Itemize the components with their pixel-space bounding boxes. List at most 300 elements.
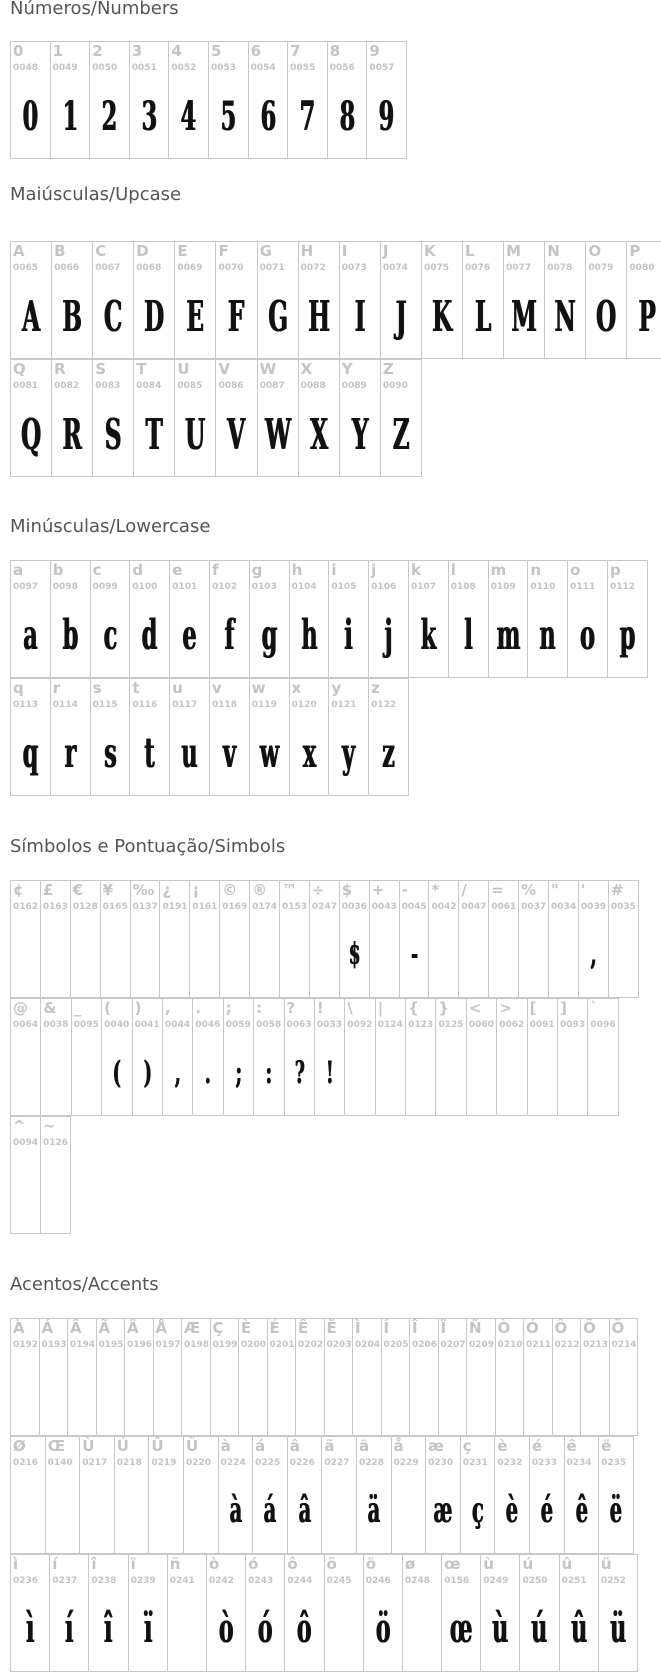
glyph-preview xyxy=(388,1363,403,1423)
glyph-char-label: z xyxy=(371,679,380,697)
glyph-cell xyxy=(340,241,381,359)
glyph-cell xyxy=(608,560,648,678)
glyph-cell xyxy=(497,998,527,1116)
glyph-code-label: 0122 xyxy=(371,700,397,710)
glyph-code-label: 0244 xyxy=(287,1576,313,1586)
glyph-preview: . xyxy=(205,1054,211,1091)
glyph-char-label: ê xyxy=(566,1437,577,1455)
glyph-char-label: | xyxy=(377,999,384,1017)
glyph-cell xyxy=(89,1554,128,1672)
glyph-char-label: P xyxy=(629,242,641,260)
glyph-cell xyxy=(369,678,409,796)
glyph-code-label: 0049 xyxy=(52,63,78,73)
glyph-preview: v xyxy=(222,728,236,777)
glyph-code-label: 0169 xyxy=(222,902,248,912)
glyph-code-label: 0096 xyxy=(590,1020,616,1030)
glyph-code-label: 0036 xyxy=(341,902,367,912)
glyph-code-label: 0201 xyxy=(269,1340,295,1350)
glyph-preview: è xyxy=(505,1490,519,1532)
glyph-code-label: 0083 xyxy=(95,381,121,391)
glyph-char-label: ö xyxy=(365,1555,376,1573)
glyph-char-label: Z xyxy=(382,360,394,378)
glyph-preview: ? xyxy=(294,1054,305,1091)
glyph-code-label: 0054 xyxy=(250,63,276,73)
glyph-preview xyxy=(330,1481,348,1541)
glyph-preview: n xyxy=(539,610,556,659)
glyph-char-label: í xyxy=(52,1555,58,1573)
glyph-preview: â xyxy=(298,1490,311,1532)
glyph-code-label: 0217 xyxy=(82,1458,108,1468)
glyph-cell xyxy=(370,880,400,998)
glyph-char-label: £ xyxy=(42,881,54,899)
glyph-cell xyxy=(175,359,216,477)
glyph-cell xyxy=(131,880,161,998)
glyph-cell xyxy=(382,1318,411,1436)
glyph-code-label: 0128 xyxy=(72,902,98,912)
glyph-cell xyxy=(258,241,299,359)
glyph-preview: 0 xyxy=(22,91,39,140)
glyph-preview xyxy=(131,1363,146,1423)
glyph-cell xyxy=(528,560,568,678)
glyph-code-label: 0236 xyxy=(13,1576,39,1586)
glyph-char-label: : xyxy=(256,999,263,1017)
glyph-code-label: 0114 xyxy=(52,700,78,710)
glyph-preview xyxy=(176,1599,197,1659)
glyph-code-label: 0213 xyxy=(583,1340,609,1350)
glyph-char-label: 3 xyxy=(131,42,143,60)
glyph-cell xyxy=(381,241,422,359)
glyph-code-label: 0085 xyxy=(177,381,203,391)
glyph-code-label: 0039 xyxy=(580,902,606,912)
glyph-cell xyxy=(627,241,661,359)
glyph-preview: ó xyxy=(257,1604,273,1652)
glyph-cell xyxy=(322,1436,357,1554)
glyph-cell xyxy=(558,998,588,1116)
glyph-code-label: 0070 xyxy=(218,263,244,273)
glyph-char-label: 1 xyxy=(52,42,64,60)
glyph-code-label: 0046 xyxy=(195,1020,221,1030)
glyph-char-label: Ç xyxy=(212,1319,224,1337)
glyph-cell xyxy=(288,1436,323,1554)
glyph-char-label: é xyxy=(531,1437,543,1455)
glyph-char-label: Í xyxy=(383,1319,390,1337)
glyph-code-label: 0226 xyxy=(289,1458,315,1468)
glyph-char-label: á xyxy=(255,1437,266,1455)
glyph-preview xyxy=(473,1363,488,1423)
glyph-char-label: î xyxy=(91,1555,97,1573)
glyph-code-label: 0050 xyxy=(92,63,118,73)
glyph-cell xyxy=(209,41,249,159)
glyph-code-label: 0056 xyxy=(329,63,355,73)
glyph-cell xyxy=(101,880,131,998)
glyph-preview xyxy=(352,1043,368,1103)
glyph-cell xyxy=(11,678,51,796)
glyph-char-label: \ xyxy=(347,999,353,1017)
glyph-cell xyxy=(610,1318,639,1436)
glyph-code-label: 0243 xyxy=(248,1576,274,1586)
glyph-char-label: 2 xyxy=(92,42,103,60)
glyph-code-label: 0062 xyxy=(499,1020,525,1030)
glyph-char-label: $ xyxy=(341,881,353,899)
section-title-lowercase: Minúsculas/Lowercase xyxy=(10,516,211,537)
glyph-cell xyxy=(41,998,71,1116)
glyph-preview: ò xyxy=(218,1604,234,1652)
glyph-code-label: 0071 xyxy=(259,263,285,273)
glyph-preview xyxy=(137,925,153,985)
glyph-code-label: 0101 xyxy=(172,582,198,592)
glyph-code-label: 0198 xyxy=(184,1340,210,1350)
glyph-code-label: 0040 xyxy=(104,1020,130,1030)
glyph-code-label: 0228 xyxy=(358,1458,384,1468)
glyph-code-label: 0058 xyxy=(256,1020,282,1030)
glyph-preview xyxy=(436,925,452,985)
glyph-cell xyxy=(91,678,131,796)
glyph-char-label: b xyxy=(52,561,64,579)
glyph-cell xyxy=(130,560,170,678)
glyph-cell xyxy=(325,1554,364,1672)
glyph-preview: û xyxy=(570,1604,587,1652)
glyph-char-label: 0 xyxy=(13,42,24,60)
glyph-preview xyxy=(167,925,183,985)
glyph-char-label: ë xyxy=(601,1437,612,1455)
glyph-preview xyxy=(157,1481,175,1541)
glyph-cell xyxy=(216,241,257,359)
glyph-cell xyxy=(299,359,340,477)
glyph-cell xyxy=(239,1318,268,1436)
glyph-char-label: p xyxy=(609,561,621,579)
glyph-preview xyxy=(103,1363,118,1423)
glyph-char-label: Ü xyxy=(185,1437,199,1455)
glyph-preview: 1 xyxy=(62,91,78,140)
glyph-preview xyxy=(245,1363,260,1423)
glyph-preview xyxy=(556,925,572,985)
glyph-char-label: ‰ xyxy=(132,881,155,899)
glyph-grid-upcase-row-2 xyxy=(10,359,422,477)
glyph-preview: X xyxy=(309,408,328,459)
glyph-char-label: ` xyxy=(590,999,598,1017)
glyph-char-label: o xyxy=(570,561,581,579)
glyph-char-label: ã xyxy=(324,1437,335,1455)
glyph-char-label: E xyxy=(177,242,188,260)
section-title-symbols: Símbolos e Pontuação/Simbols xyxy=(10,836,286,857)
glyph-preview xyxy=(192,1481,210,1541)
glyph-char-label: ¡ xyxy=(192,881,200,899)
glyph-code-label: 0203 xyxy=(326,1340,352,1350)
glyph-char-label: / xyxy=(461,881,467,899)
glyph-cell xyxy=(115,1436,150,1554)
glyph-cell xyxy=(285,1554,324,1672)
glyph-char-label: @ xyxy=(13,999,28,1017)
glyph-preview: T xyxy=(145,408,163,459)
glyph-code-label: 0110 xyxy=(530,582,556,592)
glyph-code-label: 0224 xyxy=(220,1458,246,1468)
glyph-preview xyxy=(595,1043,611,1103)
glyph-cell xyxy=(296,1318,325,1436)
glyph-code-label: 0041 xyxy=(134,1020,160,1030)
glyph-char-label: w xyxy=(251,679,266,697)
glyph-cell xyxy=(422,241,463,359)
glyph-preview xyxy=(88,1481,106,1541)
glyph-code-label: 0238 xyxy=(91,1576,117,1586)
glyph-preview: æ xyxy=(433,1490,453,1532)
glyph-cell xyxy=(489,880,519,998)
glyph-preview: 3 xyxy=(141,91,157,140)
glyph-code-label: 0251 xyxy=(561,1576,587,1586)
glyph-cell xyxy=(154,1318,183,1436)
glyph-code-label: 0126 xyxy=(43,1138,69,1148)
glyph-preview xyxy=(316,925,332,985)
glyph-code-label: 0225 xyxy=(255,1458,281,1468)
glyph-cell xyxy=(246,1554,285,1672)
glyph-code-label: 0037 xyxy=(521,902,547,912)
glyph-char-label: Y xyxy=(341,360,353,378)
glyph-preview: 8 xyxy=(339,91,355,140)
glyph-grid-lowercase-row-1 xyxy=(10,560,648,678)
glyph-char-label: € xyxy=(72,881,84,899)
glyph-code-label: 0076 xyxy=(465,263,491,273)
glyph-cell xyxy=(160,880,190,998)
glyph-cell xyxy=(528,998,558,1116)
glyph-cell xyxy=(353,1318,382,1436)
glyph-char-label: ¥ xyxy=(102,881,114,899)
glyph-cell xyxy=(406,998,436,1116)
glyph-preview: á xyxy=(263,1490,277,1532)
glyph-cell xyxy=(11,880,41,998)
glyph-grid-lowercase-row-2 xyxy=(10,678,409,796)
glyph-preview: ( xyxy=(112,1054,121,1091)
glyph-preview: ; xyxy=(235,1054,242,1091)
glyph-preview: S xyxy=(104,408,122,459)
glyph-char-label: 5 xyxy=(210,42,222,60)
glyph-cell xyxy=(310,880,340,998)
glyph-cell xyxy=(459,880,489,998)
glyph-char-label: õ xyxy=(326,1555,337,1573)
glyph-char-label: Ì xyxy=(355,1319,361,1337)
glyph-preview: d xyxy=(141,610,158,659)
glyph-code-label: 0252 xyxy=(600,1576,626,1586)
glyph-char-label: y xyxy=(331,679,342,697)
glyph-cell xyxy=(211,1318,240,1436)
glyph-cell xyxy=(530,1436,565,1554)
glyph-preview: ï xyxy=(143,1604,152,1652)
glyph-cell xyxy=(130,41,170,159)
glyph-cell xyxy=(599,1436,634,1554)
glyph-cell xyxy=(11,359,52,477)
glyph-char-label: T xyxy=(136,360,147,378)
glyph-preview: x xyxy=(302,728,316,777)
glyph-preview xyxy=(19,1481,37,1541)
glyph-preview: H xyxy=(307,290,330,341)
glyph-char-label: t xyxy=(132,679,140,697)
glyph-preview: ö xyxy=(375,1604,391,1652)
glyph-preview: 7 xyxy=(299,91,316,140)
glyph-grid-symbols-row-3 xyxy=(10,1116,71,1234)
glyph-code-label: 0119 xyxy=(251,700,277,710)
glyph-cell xyxy=(519,880,549,998)
glyph-code-label: 0112 xyxy=(609,582,636,592)
glyph-code-label: 0227 xyxy=(324,1458,350,1468)
glyph-preview xyxy=(587,1363,602,1423)
glyph-char-label: x xyxy=(291,679,302,697)
glyph-char-label: È xyxy=(241,1319,252,1337)
glyph-char-label: a xyxy=(13,561,24,579)
glyph-code-label: 0042 xyxy=(431,902,457,912)
glyph-preview: r xyxy=(64,728,77,777)
glyph-preview xyxy=(18,1161,34,1221)
glyph-cell xyxy=(50,1554,89,1672)
glyph-cell xyxy=(182,1318,211,1436)
glyph-code-label: 0165 xyxy=(102,902,128,912)
glyph-preview: w xyxy=(259,728,279,777)
glyph-cell xyxy=(599,1554,638,1672)
glyph-code-label: 0044 xyxy=(164,1020,191,1030)
glyph-cell xyxy=(588,998,618,1116)
glyph-char-label: M xyxy=(506,242,522,260)
glyph-char-label: , xyxy=(164,999,171,1017)
glyph-code-label: 0103 xyxy=(251,582,277,592)
glyph-char-label: G xyxy=(259,242,272,260)
glyph-cell xyxy=(568,560,608,678)
glyph-code-label: 0247 xyxy=(311,902,337,912)
glyph-char-label: q xyxy=(13,679,24,697)
glyph-code-label: 0059 xyxy=(225,1020,251,1030)
glyph-preview: y xyxy=(342,728,356,777)
glyph-preview xyxy=(227,925,243,985)
glyph-preview: G xyxy=(267,290,288,341)
glyph-cell xyxy=(586,241,627,359)
glyph-preview: , xyxy=(174,1054,181,1091)
glyph-cell xyxy=(250,880,280,998)
glyph-cell xyxy=(545,241,586,359)
section-title-accents: Acentos/Accents xyxy=(10,1274,159,1295)
glyph-preview xyxy=(48,1161,64,1221)
glyph-char-label: ¢ xyxy=(13,881,24,899)
glyph-char-label: n xyxy=(530,561,542,579)
glyph-preview xyxy=(274,1363,289,1423)
glyph-char-label: U xyxy=(177,360,190,378)
glyph-cell xyxy=(90,41,130,159)
glyph-code-label: 0053 xyxy=(210,63,237,73)
glyph-grid-numbers-row-1 xyxy=(10,41,407,159)
glyph-char-label: ¿ xyxy=(162,881,172,899)
glyph-preview: h xyxy=(300,610,318,659)
glyph-code-label: 0047 xyxy=(461,902,487,912)
glyph-code-label: 0140 xyxy=(47,1458,73,1468)
glyph-char-label: å xyxy=(393,1437,404,1455)
glyph-char-label: N xyxy=(547,242,560,260)
glyph-char-label: ; xyxy=(225,999,232,1017)
glyph-preview: a xyxy=(23,610,38,659)
glyph-grid-accents-row-1 xyxy=(10,1318,638,1436)
glyph-code-label: 0107 xyxy=(410,582,437,592)
glyph-preview: 2 xyxy=(101,91,118,140)
glyph-char-label: j xyxy=(371,561,377,579)
glyph-preview xyxy=(615,925,631,985)
glyph-cell xyxy=(51,678,91,796)
glyph-char-label: " xyxy=(551,881,559,899)
glyph-char-label: è xyxy=(497,1437,508,1455)
glyph-cell xyxy=(216,359,257,477)
glyph-code-label: 0088 xyxy=(300,381,326,391)
glyph-cell xyxy=(328,41,368,159)
glyph-preview: q xyxy=(22,728,39,777)
glyph-char-label: û xyxy=(561,1555,573,1573)
glyph-preview: ì xyxy=(25,1604,35,1652)
glyph-char-label: f xyxy=(211,561,219,579)
glyph-char-label: ü xyxy=(600,1555,612,1573)
glyph-char-label: i xyxy=(331,561,337,579)
glyph-code-label: 0209 xyxy=(469,1340,495,1350)
glyph-preview xyxy=(534,1043,550,1103)
glyph-char-label: Ä xyxy=(127,1319,139,1337)
glyph-char-label: ó xyxy=(248,1555,259,1573)
glyph-code-label: 0116 xyxy=(132,700,158,710)
glyph-code-label: 0204 xyxy=(355,1340,381,1350)
glyph-preview: g xyxy=(261,610,278,659)
glyph-cell xyxy=(170,560,210,678)
glyph-code-label: 0074 xyxy=(382,263,408,273)
glyph-char-label: O xyxy=(588,242,602,260)
glyph-cell xyxy=(11,1116,41,1234)
glyph-code-label: 0057 xyxy=(369,63,395,73)
glyph-preview xyxy=(46,1363,61,1423)
glyph-preview: î xyxy=(104,1604,113,1652)
glyph-cell xyxy=(52,241,93,359)
glyph-code-label: 0233 xyxy=(531,1458,557,1468)
glyph-preview: ô xyxy=(297,1604,312,1652)
glyph-preview: K xyxy=(431,290,453,341)
glyph-char-label: Q xyxy=(13,360,26,378)
glyph-cell xyxy=(46,1436,81,1554)
glyph-char-label: æ xyxy=(428,1437,444,1455)
glyph-char-label: ® xyxy=(252,881,268,899)
glyph-char-label: % xyxy=(521,881,537,899)
glyph-preview xyxy=(445,1363,460,1423)
glyph-preview xyxy=(565,1043,581,1103)
glyph-char-label: . xyxy=(195,999,202,1017)
glyph-grid-accents-row-3 xyxy=(10,1554,638,1672)
glyph-preview xyxy=(399,1481,417,1541)
glyph-cell xyxy=(250,560,290,678)
glyph-code-label: 0123 xyxy=(408,1020,434,1030)
glyph-preview: e xyxy=(182,610,197,659)
glyph-char-label: g xyxy=(251,561,263,579)
glyph-code-label: 0211 xyxy=(526,1340,552,1350)
glyph-preview xyxy=(160,1363,175,1423)
glyph-char-label: Â xyxy=(70,1319,82,1337)
glyph-cell xyxy=(11,1554,50,1672)
glyph-code-label: 0051 xyxy=(131,63,157,73)
glyph-preview xyxy=(411,1599,432,1659)
glyph-code-label: 0073 xyxy=(341,263,367,273)
glyph-cell xyxy=(169,41,209,159)
glyph-cell xyxy=(224,998,254,1116)
glyph-cell xyxy=(369,560,409,678)
glyph-char-label: ~ xyxy=(43,1117,56,1135)
glyph-preview: , xyxy=(590,936,597,972)
glyph-char-label: ' xyxy=(580,881,586,899)
glyph-code-label: 0109 xyxy=(490,582,516,592)
glyph-code-label: 0099 xyxy=(92,582,118,592)
glyph-char-label: & xyxy=(43,999,57,1017)
glyph-char-label: h xyxy=(291,561,303,579)
glyph-cell xyxy=(184,1436,219,1554)
glyph-code-label: 0196 xyxy=(127,1340,153,1350)
glyph-code-label: 0191 xyxy=(162,902,188,912)
glyph-cell xyxy=(581,1318,610,1436)
glyph-cell xyxy=(170,678,210,796)
glyph-preview: o xyxy=(580,610,596,659)
